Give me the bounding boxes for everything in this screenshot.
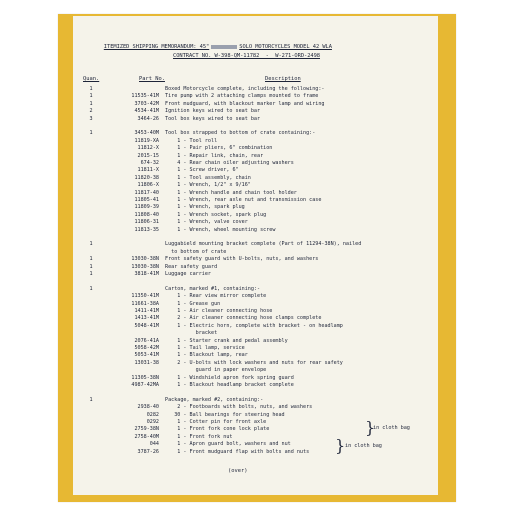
item-description: 1 - Front fork cone lock plate: [165, 426, 270, 433]
item-description: Tool box keys wired to seat bar: [165, 115, 261, 122]
item-description: 1 - Rear view mirror complete: [165, 293, 267, 300]
item-description: Package, marked #2, containing:-: [165, 396, 264, 403]
item-quantity: 1: [89, 130, 93, 137]
item-description: 1 - Wrench, 1/2" x 9/16": [165, 182, 251, 189]
item-description: Luggage carrier: [165, 271, 212, 277]
list-item: [73, 397, 438, 403]
item-description: guard in paper envelope: [165, 367, 267, 374]
item-part-number: 1413-41M: [134, 315, 159, 322]
list-item: [73, 449, 438, 455]
item-part-number: 11350-41M: [131, 293, 159, 300]
item-description: 1 - Pair pliers, 6" combination: [165, 145, 273, 152]
item-description: 1 - Wrench, rear axle nut and transmission case: [165, 197, 322, 203]
item-part-number: 3453-40M: [134, 130, 159, 137]
item-description: 1 - Repair link, chain, rear: [165, 152, 264, 159]
item-part-number: 4987-42MA: [131, 382, 159, 388]
list-item: [73, 271, 438, 277]
item-description: 1 - Electric horn, complete with bracket - on headlamp: [165, 322, 343, 329]
list-item: [73, 116, 438, 122]
item-quantity: 1: [89, 93, 93, 100]
list-item: [73, 160, 438, 166]
item-part-number: 2015-15: [137, 152, 159, 159]
column-header-part: Part No.: [139, 76, 165, 82]
list-item: [73, 278, 438, 284]
item-quantity: 1: [89, 271, 93, 277]
item-part-number: 2758-40M: [134, 433, 159, 440]
item-part-number: 13030-38N: [131, 256, 159, 263]
list-item: [73, 360, 438, 366]
item-quantity: 1: [89, 241, 93, 248]
list-item: [73, 330, 438, 336]
item-description: 4 - Rear chain oiler adjusting washers: [165, 160, 294, 166]
item-description: 1 - Wrench, spark plug: [165, 204, 245, 211]
item-description: 1 - Tail lamp, service: [165, 345, 245, 351]
item-description: 30 - Ball bearings for steering head: [165, 411, 285, 418]
list-item: [73, 345, 438, 351]
item-part-number: 11817-40: [134, 189, 159, 196]
list-item: [73, 130, 438, 136]
item-description: 1 - Cotter pin for front axle: [165, 419, 267, 425]
item-part-number: 0292: [146, 419, 159, 425]
list-item: [73, 264, 438, 270]
item-quantity: 1: [89, 263, 93, 270]
item-part-number: 3703-42M: [134, 100, 159, 107]
item-part-number: 11820-38: [134, 174, 159, 181]
item-quantity: 1: [89, 100, 93, 107]
item-part-number: 5053-41M: [134, 352, 159, 359]
item-part-number: 3787-26: [137, 448, 159, 455]
item-description: 1 - Tool assembly, chain: [165, 174, 251, 181]
list-item: [73, 190, 438, 196]
item-part-number: 11813-35: [134, 226, 159, 233]
list-item: [73, 367, 438, 373]
list-item: [73, 101, 438, 107]
item-description: 1 - Windshield apron fork spring guard: [165, 374, 294, 381]
item-part-number: 2938-40: [137, 404, 159, 411]
item-part-number: 4534-41M: [134, 108, 159, 115]
list-item: [73, 404, 438, 410]
item-part-number: 13031-38: [134, 359, 159, 366]
item-description: 1 - Tool roll: [165, 137, 218, 144]
item-part-number: 11805-41: [134, 197, 159, 203]
column-header-description: Description: [265, 76, 301, 82]
item-description: 1 - Wrench socket, spark plug: [165, 211, 267, 218]
list-item: [73, 175, 438, 181]
item-description: Front safety guard with U-bolts, nuts, and washers: [165, 256, 319, 263]
item-part-number: 2759-38N: [134, 426, 159, 433]
item-quantity: 1: [89, 256, 93, 263]
item-quantity: 1: [89, 86, 93, 92]
item-part-number: 11806-31: [134, 219, 159, 226]
item-description: Front mudguard, with blackout marker lamp and wiring: [165, 100, 325, 107]
list-item: [73, 219, 438, 225]
brace-1: }: [365, 418, 376, 437]
list-item: [73, 389, 438, 395]
item-quantity: 1: [89, 396, 93, 403]
item-part-number: 5048-41M: [134, 322, 159, 329]
item-part-number: 5058-42M: [134, 345, 159, 351]
cloth-bag-note-2: in cloth bag: [345, 443, 382, 449]
item-part-number: 11806-X: [137, 182, 159, 189]
list-item: [73, 108, 438, 114]
item-part-number: 11808-40: [134, 211, 159, 218]
item-part-number: 2076-41A: [134, 337, 159, 344]
list-item: [73, 123, 438, 129]
item-description: 1 - Wrench, wheel mounting screw: [165, 226, 276, 233]
column-header-quan: Quan.: [83, 76, 100, 82]
list-item: [73, 293, 438, 299]
item-description: 1 - Air cleaner connecting hose: [165, 308, 273, 314]
item-part-number: 11305-38N: [131, 374, 159, 381]
item-part-number: 11819-XA: [134, 137, 159, 144]
document-page: [73, 16, 438, 495]
item-part-number: 044: [149, 441, 159, 448]
item-description: Tool box strapped to bottom of crate containing:-: [165, 130, 316, 137]
item-description: 1 - Starter crank and pedal assembly: [165, 337, 288, 344]
item-part-number: 1411-41M: [134, 308, 159, 314]
item-description: 1 - Front mudguard flap with bolts and nuts: [165, 448, 310, 455]
item-part-number: 3464-26: [137, 115, 159, 122]
list-item: [73, 234, 438, 240]
list-item: [73, 412, 438, 418]
item-part-number: 3818-41M: [134, 271, 159, 277]
item-description: to bottom of crate: [165, 248, 227, 255]
item-part-number: 11812-X: [137, 145, 159, 152]
contract-number: CONTRACT NO. W-398-QM-11782 - W-271-ORD-2498: [173, 53, 320, 59]
item-description: Boxed Motorcycle complete, including the following:-: [165, 86, 325, 92]
list-item: [73, 153, 438, 159]
list-item: [73, 286, 438, 292]
brace-2: }: [335, 436, 346, 455]
list-item: [73, 301, 438, 307]
item-quantity: 3: [89, 115, 93, 122]
item-quantity: 2: [89, 108, 93, 115]
item-part-number: 11661-38A: [131, 300, 159, 307]
item-part-number: 0282: [146, 411, 159, 418]
memo-title-left: ITEMIZED SHIPPING MEMORANDUM: 45": [103, 44, 210, 50]
item-part-number: 11811-X: [137, 167, 159, 174]
item-quantity: 1: [89, 285, 93, 292]
item-description: Rear safety guard: [165, 263, 218, 270]
item-description: 2 - Air cleaner connecting hose clamps complete: [165, 315, 322, 322]
list-item: [73, 308, 438, 314]
item-description: 2 - Footboards with bolts, nuts, and washers: [165, 404, 313, 411]
item-description: 1 - Wrench, valve cover: [165, 219, 248, 226]
item-description: 1 - Blackout lamp, rear: [165, 352, 248, 359]
item-description: Tire pump with 2 attaching clamps mounted to frame: [165, 93, 319, 100]
item-description: 1 - Front fork nut: [165, 433, 233, 440]
list-item: [73, 182, 438, 188]
item-part-number: 674-32: [140, 160, 159, 166]
redacted-mark: [211, 45, 237, 49]
list-item: [73, 441, 438, 447]
item-description: 1 - Grease gun: [165, 300, 221, 307]
item-description: Ignition keys wired to seat bar: [165, 108, 261, 115]
list-item: [73, 145, 438, 151]
list-item: [73, 375, 438, 381]
item-description: 1 - Wrench handle and chain tool holder: [165, 189, 297, 196]
list-item: [73, 212, 438, 218]
item-description: 1 - Apron guard bolt, washers and nut: [165, 441, 291, 448]
cloth-bag-note-1: in cloth bag: [373, 425, 410, 431]
list-item: [73, 249, 438, 255]
list-item: [73, 382, 438, 388]
list-item: [73, 241, 438, 247]
list-item: [73, 197, 438, 203]
list-item: [73, 138, 438, 144]
item-description: 2 - U-bolts with lock washers and nuts for rear safety: [165, 359, 343, 366]
list-item: [73, 315, 438, 321]
list-item: [73, 86, 438, 92]
list-item: [73, 256, 438, 262]
list-item: [73, 93, 438, 99]
memo-title-right: SOLO MOTORCYCLES MODEL 42 WLA: [239, 44, 332, 50]
list-item: [73, 167, 438, 173]
item-part-number: 11809-39: [134, 204, 159, 211]
item-part-number: 13030-38N: [131, 263, 159, 270]
item-description: Carton, marked #1, containing:-: [165, 285, 261, 292]
list-item: [73, 434, 438, 440]
page-footer: (over): [228, 468, 248, 474]
list-item: [73, 352, 438, 358]
item-description: bracket: [165, 330, 218, 337]
list-item: [73, 204, 438, 210]
list-item: [73, 227, 438, 233]
item-description: 1 - Screw driver, 6": [165, 167, 239, 174]
list-item: [73, 338, 438, 344]
item-description: Luggabield mounting bracket complete (Part of 11294-38N), nailed: [165, 241, 362, 248]
list-item: [73, 323, 438, 329]
item-part-number: 11535-41M: [131, 93, 159, 100]
item-description: 1 - Blackout headlamp bracket complete: [165, 382, 294, 388]
